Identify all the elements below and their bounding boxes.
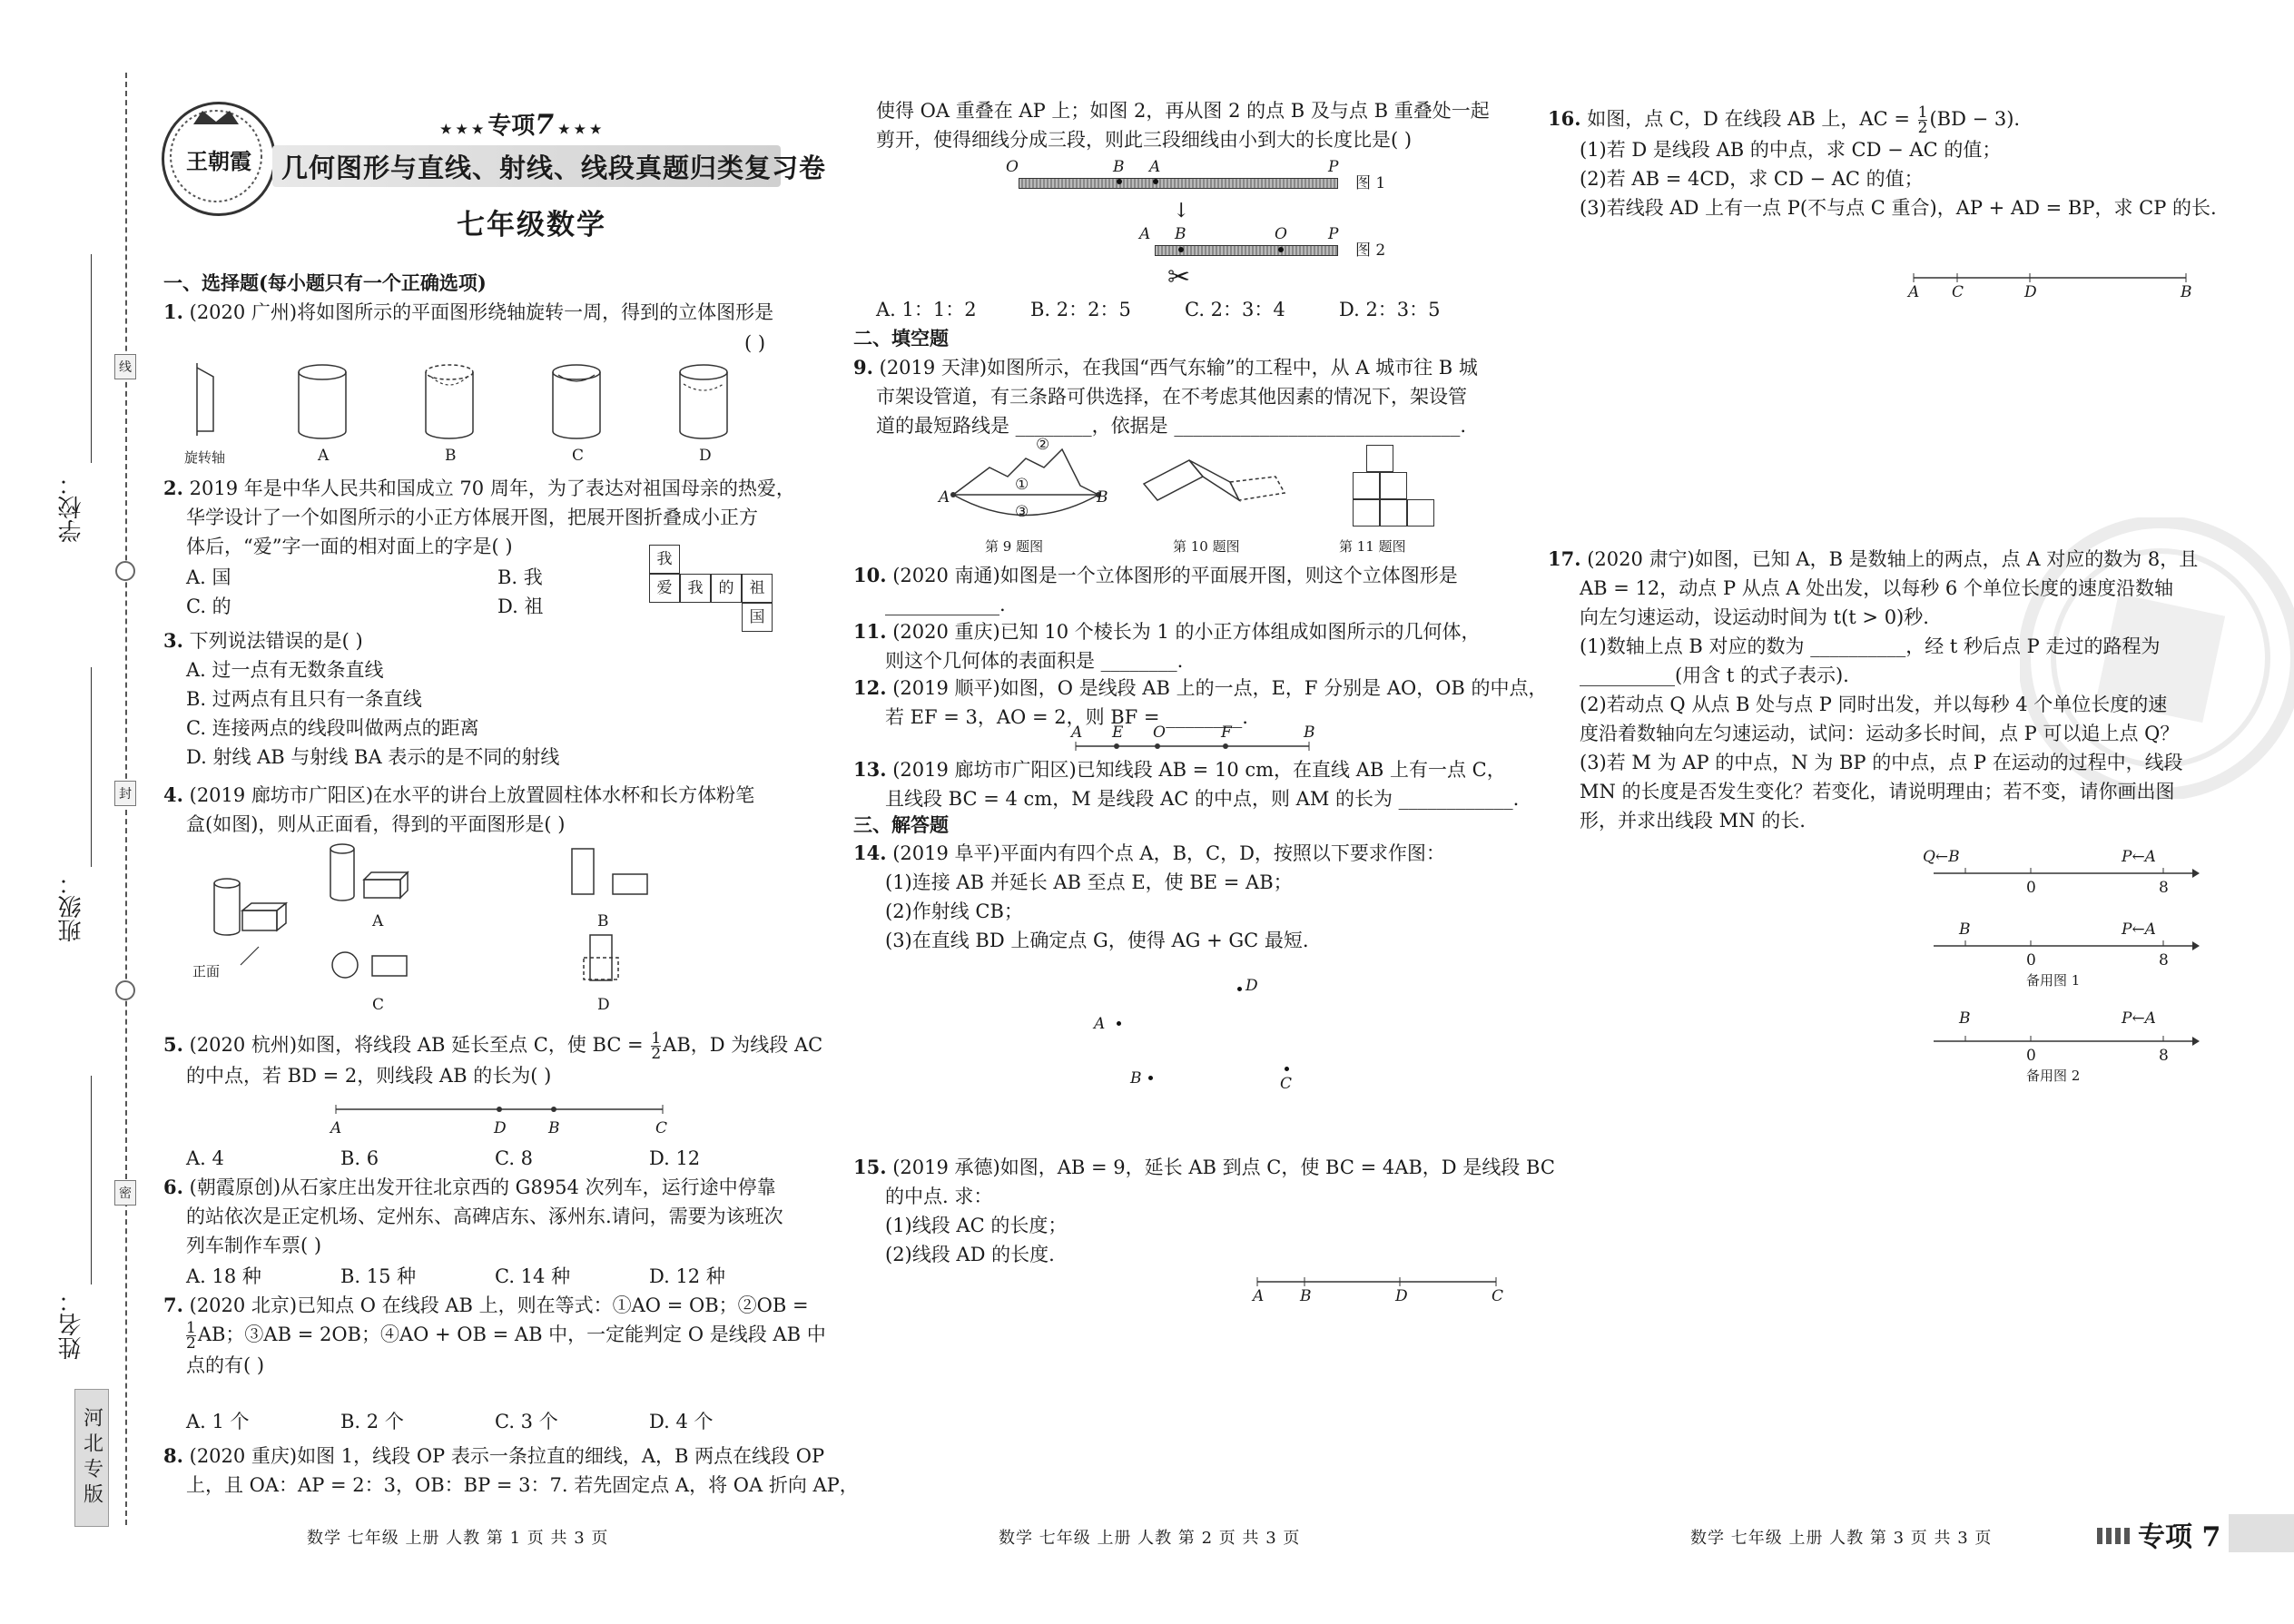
q6-opt-a[interactable]: A. 18 种: [186, 1265, 261, 1287]
q6-opt-b[interactable]: B. 15 种: [340, 1265, 417, 1287]
question-17: 17. (2020 肃宁)如图，已知 A，B 是数轴上的两点，点 A 对应的数为 8，且 AB = 12，动点 P 从点 A 处出发，以每秒 6 个单位长度的速度沿数轴 向左匀速运动，设运动时间为 t(t > 0)秒. (1)数轴上点 B 对应的数为 __________，经 t 秒后点 P 走过的路程为 __________(用含 t 的式子表示). (2)若动点 Q 从点 B 处与点 P 同时出发，并以每秒 4 个单位长度的速 度沿着数轴向左匀速运动，试问：运动多长时间，点 P 可以追上点 Q？ (3)若 M 为 AP 的中点，N 为 BP 的中点，点 P 在运动的过程中，线段 MN 的长度是否发生变化？若变化，请说明理由；若不变，请你画出图 形，并求出线段 MN 的长.: [1548, 547, 2199, 832]
q15-pt-b: B: [1300, 1287, 1312, 1305]
seal-char-seal: 封: [114, 781, 136, 806]
q15-segment: [1253, 1273, 1502, 1291]
point-c: [1285, 1067, 1289, 1071]
question-8-cont: 使得 OA 重叠在 AP 上；如图 2，再从图 2 的点 B 及与点 B 重叠处一起 剪开，使得细线分成三段，则此三段细线由小到大的长度比是( ): [876, 100, 1490, 151]
front-label: 正面: [192, 963, 221, 979]
fig1-pt-b: B: [1113, 158, 1125, 176]
nl3-left: B: [1959, 1009, 1971, 1028]
q15-pt-c: C: [1492, 1287, 1504, 1305]
question-9: 9. (2019 天津)如图所示，在我国“西气东输”的工程中，从 A 城市往 B 城 市架设管道，有三条路可供选择，在不考虑其他因素的情况下，架设管 道的最短路线是 ________，依据是 ______________________________.: [853, 356, 1478, 437]
fig1-pt-p: P: [1328, 158, 1339, 176]
q2-opt-a[interactable]: A. 国: [186, 566, 231, 588]
section-solve: 三、解答题: [853, 813, 949, 836]
section-choice: 一、选择题(每小题只有一个正确选项): [163, 271, 487, 294]
q10-figure: [1139, 449, 1294, 522]
footer-page-2: 数学 七年级 上册 人教 第 2 页 共 3 页: [999, 1529, 1301, 1548]
q12-pt-o: O: [1153, 723, 1166, 742]
q14-pt-a: A: [1094, 1015, 1106, 1033]
nl3-caption: 备用图 2: [2026, 1068, 2081, 1084]
q15-pt-a: A: [1253, 1287, 1265, 1305]
nl3-eight: 8: [2159, 1047, 2169, 1065]
nl3-zero: 0: [2026, 1047, 2036, 1065]
question-6: 6. (朝霞原创)从石家庄出发开往北京西的 G8954 次列车，运行途中停靠 的站依次是正定机场、定州东、高碑店东、涿州东.请问，需要为该班次 列车制作车票( ): [163, 1176, 783, 1256]
nl3-right: P←A: [2122, 1009, 2156, 1028]
q4-opt-c[interactable]: C: [372, 996, 385, 1014]
q12-pt-f: F: [1221, 723, 1232, 742]
q4-opt-a[interactable]: A: [372, 912, 384, 930]
nl1-eight: 8: [2159, 879, 2169, 897]
fig2-caption: 图 2: [1355, 241, 1386, 260]
q3-opt-b[interactable]: B. 过两点有且只有一条直线: [186, 688, 422, 710]
school-label: 学校：: [58, 472, 85, 543]
q1-opt-a[interactable]: A: [318, 447, 330, 465]
question-15: 15. (2019 承德)如图，AB = 9，延长 AB 到点 C，使 BC = 4AB，D 是线段 BC 的中点. 求： (1)线段 AC 的长度； (2)线段 AD 的长度.: [853, 1156, 1555, 1265]
point-a: [1117, 1021, 1121, 1026]
q10-caption: 第 10 题图: [1173, 538, 1240, 555]
scissors-icon: ✂: [1167, 261, 1191, 293]
question-5: 5. (2020 杭州)如图，将线段 AB 延长至点 C，使 BC = $\frac{1}{2}$ AB，D 为线段 AC 的中点，若 BD = 2，则线段 AB 的长为( ): [163, 1029, 823, 1087]
q2-opt-d[interactable]: D. 祖: [497, 595, 544, 617]
q8-opt-c[interactable]: C. 2：3：4: [1185, 299, 1285, 320]
nl1-zero: 0: [2026, 879, 2036, 897]
q9-caption: 第 9 题图: [985, 538, 1044, 555]
axis-label: 旋转轴: [184, 449, 226, 466]
q1-opt-d[interactable]: D: [699, 447, 712, 465]
question-4: 4. (2019 廊坊市广阳区)在水平的讲台上放置圆柱体水杯和长方体粉笔 盒(如图)，则从正面看，得到的平面图形是( ): [163, 783, 755, 835]
q9-route-3: ③: [1015, 503, 1029, 521]
question-7: 7. (2020 北京)已知点 O 在线段 AB 上，则在等式：①AO = OB；②OB = $\frac{1}{2}$ AB；③AB = 2OB；④AO + OB = AB 中，一定能判定 O 是线段 AB 中 点的有( ): [163, 1294, 826, 1376]
footer-page-1: 数学 七年级 上册 人教 第 1 页 共 3 页: [307, 1529, 609, 1548]
q8-opt-a[interactable]: A. 1：1：2: [876, 299, 977, 320]
q5-opt-b[interactable]: B. 6: [340, 1147, 379, 1169]
q4-opt-b[interactable]: B: [597, 912, 609, 930]
nl2-zero: 0: [2026, 951, 2036, 969]
question-14: 14. (2019 阜平)平面内有四个点 A，B，C，D，按照以下要求作图： (1)连接 AB 并延长 AB 至点 E，使 BE = AB； (2)作射线 CB； (3)在直线 BD 上确定点 G，使得 AG + GC 最短.: [853, 842, 1445, 951]
seal-char-line: 线: [114, 354, 136, 379]
q7-opt-b[interactable]: B. 2 个: [340, 1411, 404, 1432]
q12-pt-b: B: [1304, 723, 1315, 742]
answer-bracket[interactable]: ( ): [744, 332, 766, 354]
q5-opt-c[interactable]: C. 8: [495, 1147, 534, 1169]
footer-page-3: 数学 七年级 上册 人教 第 3 页 共 3 页: [1690, 1529, 1993, 1548]
q7-opt-a[interactable]: A. 1 个: [186, 1411, 250, 1432]
q1-opt-b[interactable]: B: [445, 447, 457, 465]
q12-segment: [1071, 737, 1316, 755]
q3-opt-d[interactable]: D. 射线 AB 与射线 BA 表示的是不同的射线: [186, 746, 560, 768]
q16-pt-b: B: [2181, 283, 2192, 301]
q1-opt-c[interactable]: C: [572, 447, 585, 465]
q4-opt-d[interactable]: D: [597, 996, 610, 1014]
q6-opt-c[interactable]: C. 14 种: [495, 1265, 571, 1287]
fig2-pt-b: B: [1175, 225, 1186, 243]
q14-pt-d: D: [1245, 977, 1258, 995]
fig1-pt-o: O: [1006, 158, 1019, 176]
q2-opt-b[interactable]: B. 我: [497, 566, 543, 588]
question-11: 11. (2020 重庆)已知 10 个棱长为 1 的小正方体组成如图所示的几何体， 则这个几何体的表面积是 ________.: [853, 620, 1481, 672]
q3-opt-c[interactable]: C. 连接两点的线段叫做两点的距离: [186, 717, 479, 739]
q14-pt-c: C: [1280, 1075, 1293, 1093]
brand-logo: [162, 102, 276, 216]
name-field[interactable]: [91, 1076, 92, 1284]
page-title: 几何图形与直线、射线、线段真题归类复习卷: [281, 153, 827, 183]
fig1-rod: [1019, 178, 1338, 189]
q11-caption: 第 11 题图: [1339, 538, 1406, 555]
school-field[interactable]: [91, 254, 92, 463]
q1-figures: [177, 359, 758, 463]
q7-opt-c[interactable]: C. 3 个: [495, 1411, 558, 1432]
q3-opt-a[interactable]: A. 过一点有无数条直线: [186, 659, 384, 681]
q16-pt-d: D: [2024, 283, 2037, 301]
q9-route-1: ①: [1015, 476, 1029, 494]
q12-pt-a: A: [1071, 723, 1083, 742]
section-fill: 二、填空题: [853, 327, 949, 349]
badge-stripes: [2097, 1528, 2130, 1544]
fig1-caption: 图 1: [1355, 174, 1386, 192]
question-1: 1. (2020 广州)将如图所示的平面图形绕轴旋转一周，得到的立体图形是: [163, 300, 774, 323]
q5-pt-d: D: [494, 1119, 507, 1137]
question-8: 8. (2020 重庆)如图 1，线段 OP 表示一条拉直的细线，A，B 两点在线段 OP 上，且 OA：AP = 2：3，OB：BP = 3：7. 若先固定点 A，将 OA 折向 AP，: [163, 1444, 859, 1496]
fig1-pt-a: A: [1149, 158, 1161, 176]
q5-opt-a[interactable]: A. 4: [186, 1147, 224, 1169]
q14-pt-b: B: [1130, 1069, 1142, 1088]
fig2-pt-p: P: [1328, 225, 1339, 243]
question-10: 10. (2020 南通)如图是一个立体图形的平面展开图，则这个立体图形是 ____________.: [853, 564, 1458, 615]
nl1-left: Q←B: [1923, 848, 1960, 866]
ring-icon: [115, 561, 135, 581]
q15-pt-d: D: [1395, 1287, 1408, 1305]
nl2-caption: 备用图 1: [2026, 972, 2081, 989]
q8-opt-d[interactable]: D. 2：3：5: [1339, 299, 1441, 320]
topic-badge: 专项 7: [2138, 1521, 2221, 1553]
q8-opt-b[interactable]: B. 2：2：5: [1030, 299, 1131, 320]
seal-char-secret: 密: [114, 1180, 136, 1206]
ring-icon: [115, 980, 135, 1000]
question-3: 3. 下列说法错误的是( ) A. 过一点有无数条直线 B. 过两点有且只有一条直线 C. 连接两点的线段叫做两点的距离 D. 射线 AB 与射线 BA 表示的是不同的射线: [163, 626, 559, 772]
point-d: [1237, 987, 1242, 991]
nl2-left: B: [1959, 920, 1971, 939]
q16-pt-c: C: [1952, 283, 1964, 301]
q6-opt-d[interactable]: D. 12 种: [649, 1265, 725, 1287]
question-16: 16. 如图，点 C，D 在线段 AB 上，AC = $\frac{1}{2}$ (BD − 3). (1)若 D 是线段 AB 的中点，求 CD − AC 的值； (2)若 AB = 4CD，求 CD − AC 的值； (3)若线段 AD 上有一点 P(不与点 C 重合)，AP + AD = BP，求 CP 的长.: [1548, 103, 2217, 219]
q7-opt-d[interactable]: D. 4 个: [649, 1411, 714, 1432]
series-label: ★ ★ ★ 专项7 ★ ★ ★: [440, 109, 602, 141]
question-12: 12. (2019 顺平)如图，O 是线段 AB 上的一点，E，F 分别是 AO，OB 的中点， 若 EF = 3，AO = 2，则 BF = ________.: [853, 676, 1548, 728]
logo-text: 王朝霞: [186, 147, 251, 174]
nl1-right: P←A: [2122, 848, 2156, 866]
q5-pt-a: A: [330, 1119, 342, 1137]
q5-pt-c: C: [655, 1119, 668, 1137]
q9-pt-a: A: [939, 488, 950, 507]
q4-figures: [186, 840, 658, 1008]
q5-opt-d[interactable]: D. 12: [649, 1147, 701, 1169]
point-b: [1148, 1076, 1153, 1080]
edition-badge: 河北专版: [74, 1389, 109, 1527]
q5-pt-b: B: [548, 1119, 560, 1137]
fig2-pt-a: A: [1139, 225, 1151, 243]
badge-bar: [2229, 1514, 2294, 1552]
q16-pt-a: A: [1908, 283, 1920, 301]
fig2-pt-o: O: [1275, 225, 1287, 243]
q2-opt-c[interactable]: C. 的: [186, 595, 231, 617]
question-2: 2. 2019 年是中华人民共和国成立 70 周年，为了表达对祖国母亲的热爱， 华学设计了一个如图所示的小正方体展开图，把展开图折叠成小正方 体后，“爱”字一面的相对面上的字是( ): [163, 477, 795, 557]
name-label: 姓名：: [58, 1289, 85, 1360]
q12-pt-e: E: [1112, 723, 1124, 742]
nl2-right: P←A: [2122, 920, 2156, 939]
q9-pt-b: B: [1097, 488, 1108, 507]
class-label: 班级：: [58, 871, 85, 942]
page-subtitle: 七年级数学: [457, 209, 606, 241]
nl2-eight: 8: [2159, 951, 2169, 969]
down-arrow-icon: ↓: [1173, 200, 1190, 222]
q9-route-2: ②: [1036, 436, 1050, 454]
question-13: 13. (2019 廊坊市广阳区)已知线段 AB = 10 cm，在直线 AB 上有一点 C， 且线段 BC = 4 cm，M 是线段 AC 的中点，则 AM 的长为 ____________.: [853, 758, 1520, 810]
class-field[interactable]: [91, 667, 92, 867]
